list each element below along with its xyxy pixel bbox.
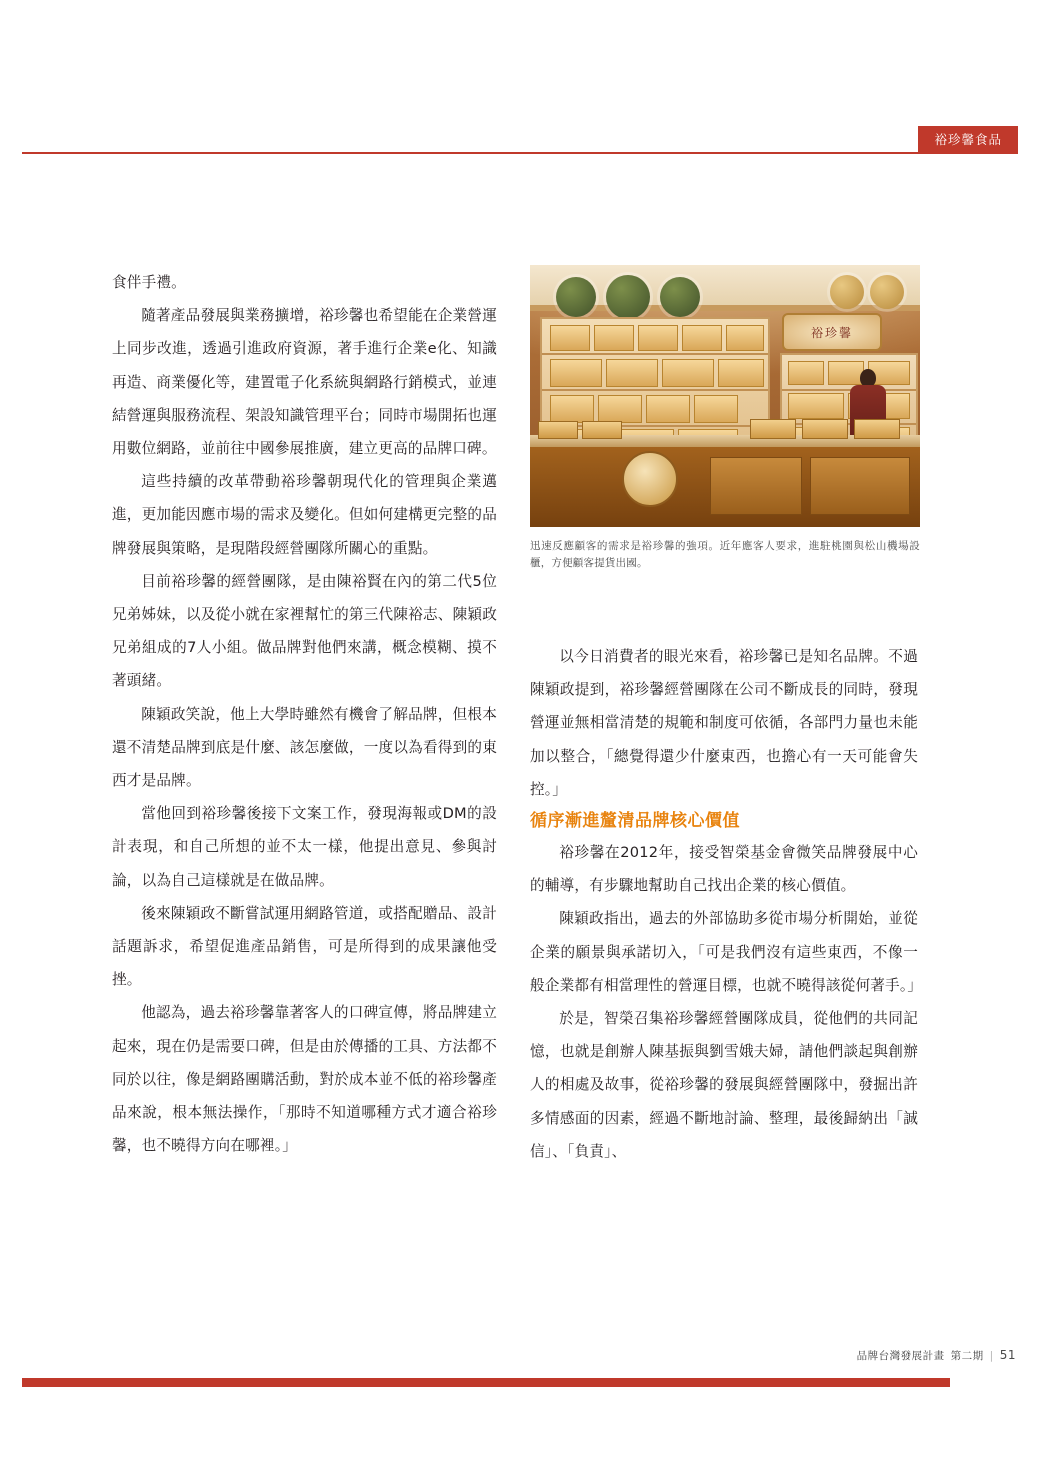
folio-separator: | bbox=[989, 1350, 994, 1362]
wall-plate-icon bbox=[556, 277, 596, 317]
footer-rule bbox=[22, 1378, 1018, 1387]
article-left-column bbox=[112, 266, 497, 1162]
wall-plate-icon bbox=[830, 275, 864, 309]
wall-plate-icon bbox=[870, 275, 904, 309]
paragraph: 這些持續的改革帶動裕珍馨朝現代化的管理與企業邁進，更加能因應市場的需求及變化。但如何建構更完整的品牌發展與策略，是現階段經營團隊所關心的重點。 bbox=[112, 473, 497, 557]
paragraph: 當他回到裕珍馨後接下文案工作，發現海報或DM的設計表現，和自己所想的並不太一樣，他提出意見、參與討論，以為自己這樣就是在做品牌。 bbox=[112, 805, 497, 889]
page-folio bbox=[857, 1348, 1016, 1363]
store-brand-sign-label: 裕珍馨 bbox=[810, 325, 853, 340]
header-section-tab bbox=[918, 126, 1018, 152]
store-photo-image bbox=[530, 265, 920, 527]
folio-page-number: 51 bbox=[999, 1348, 1016, 1362]
store-brand-sign bbox=[782, 313, 882, 351]
paragraph: 陳穎政指出，過去的外部協助多從市場分析開始，並從企業的願景與承諾切入，「可是我們沒有這些東西，不像一般企業都有相當理性的營運目標，也就不曉得該從何著手。」 bbox=[530, 910, 923, 994]
store-photo bbox=[530, 265, 920, 527]
photo-caption: 迅速反應顧客的需求是裕珍馨的強項。近年應客人要求，進駐桃園與松山機場設櫃，方便顧客提貨出國。 bbox=[530, 540, 920, 569]
article-right-column bbox=[530, 640, 923, 1168]
folio-issue: 第二期 bbox=[950, 1350, 984, 1362]
header-section-label: 裕珍馨食品 bbox=[934, 132, 1002, 147]
photo-counter bbox=[530, 435, 920, 527]
folio-publication: 品牌台灣發展計畫 bbox=[856, 1350, 945, 1362]
wall-plate-icon bbox=[660, 277, 700, 317]
paragraph: 裕珍馨在2012年，接受智榮基金會微笑品牌發展中心的輔導，有步驟地幫助自己找出企業的核心價值。 bbox=[530, 844, 918, 895]
header-rule bbox=[22, 152, 1018, 154]
section-heading: 循序漸進釐清品牌核心價值 bbox=[530, 811, 740, 832]
counter-logo-icon bbox=[622, 451, 678, 507]
paragraph: 於是，智榮召集裕珍馨經營團隊成員，從他們的共同記憶，也就是創辦人陳基振與劉雪娥夫婦，請他們談起與創辦人的相處及故事，從裕珍馨的發展與經營團隊中，發掘出許多情感面的因素，經過不斷地討論、整理，最後歸納出「誠信」、「負責」、 bbox=[530, 1010, 918, 1160]
paragraph: 他認為，過去裕珍馨靠著客人的口碑宣傳，將品牌建立起來，現在仍是需要口碑，但是由於傳播的工具、方法都不同於以往，像是網路團購活動，對於成本並不低的裕珍馨產品來說，根本無法操作，「那時不知道哪種方式才適合裕珍馨，也不曉得方向在哪裡。」 bbox=[112, 1004, 497, 1155]
paragraph: 以今日消費者的眼光來看，裕珍馨已是知名品牌。不過陳穎政提到，裕珍馨經營團隊在公司不斷成長的同時，發現營運並無相當清楚的規範和制度可依循，各部門力量也未能加以整合，「總覺得還少什麼東西，也擔心有一天可能會失控。」 bbox=[530, 648, 918, 798]
wall-plate-icon bbox=[606, 275, 650, 319]
paragraph: 後來陳穎政不斷嘗試運用網路管道，或搭配贈品、設計話題訴求，希望促進產品銷售，可是所得到的成果讓他受挫。 bbox=[112, 904, 497, 989]
paragraph: 隨著產品發展與業務擴增，裕珍馨也希望能在企業營運上同步改進，透過引進政府資源，著手進行企業e化、知識再造、商業優化等，建置電子化系統與網路行銷模式，並連結營運與服務流程、架設知識管理平台；同時市場開拓也運用數位網路，並前往中國參展推廣，建立更高的品牌口碑。 bbox=[112, 307, 497, 458]
paragraph: 目前裕珍馨的經營團隊，是由陳裕賢在內的第二代5位兄弟姊妹，以及從小就在家裡幫忙的第三代陳裕志、陳穎政兄弟組成的7人小組。做品牌對他們來講，概念模糊、摸不著頭緒。 bbox=[112, 572, 497, 690]
paragraph: 陳穎政笑說，他上大學時雖然有機會了解品牌，但根本還不清楚品牌到底是什麼、該怎麼做，一度以為看得到的東西才是品牌。 bbox=[112, 705, 497, 790]
paragraph: 食伴手禮。 bbox=[112, 274, 186, 291]
